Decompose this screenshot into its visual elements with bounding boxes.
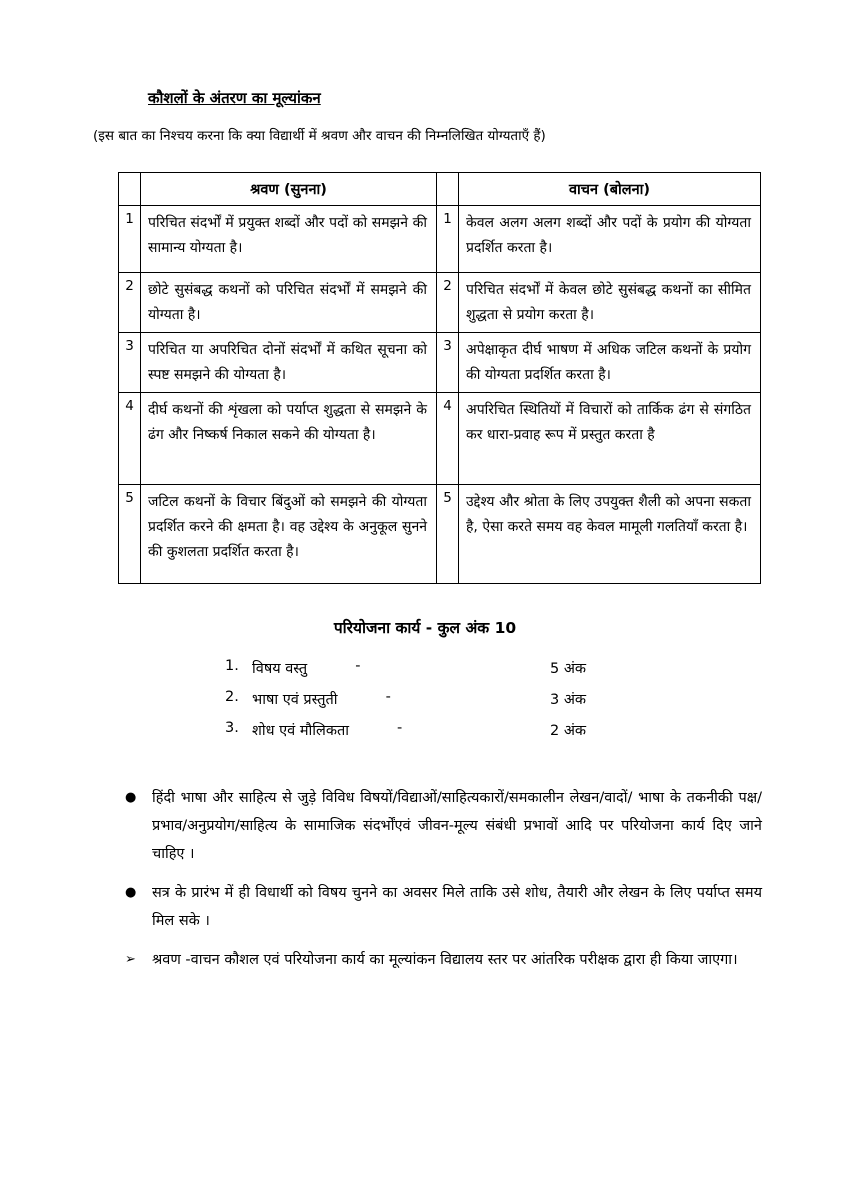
row-number: 4 [437, 393, 459, 485]
table-row [119, 485, 761, 584]
bullet-item [125, 879, 762, 935]
listening-cell: छोटे सुसंबद्ध कथनों को परिचित संदर्भों में समझने की योग्यता है। [141, 273, 437, 333]
row-number: 3 [119, 333, 141, 393]
skills-assessment-table [118, 172, 761, 584]
row-number: 5 [437, 485, 459, 584]
speaking-cell: उद्देश्य और श्रोता के लिए उपयुक्त शैली को अपना सकता है, ऐसा करते समय वह केवल मामूली गलतियाँ करता है। [459, 485, 761, 584]
header-num-cell-right [437, 173, 459, 206]
item-label: विषय वस्तु [252, 661, 308, 677]
row-number: 3 [437, 333, 459, 393]
page-title: कौशलों के अंतरण का मूल्यांकन [148, 89, 321, 107]
item-dash: - [397, 720, 403, 736]
item-dash: - [385, 689, 391, 705]
row-number: 1 [119, 206, 141, 273]
bullet-icon: ● [125, 790, 137, 805]
listening-cell: जटिल कथनों के विचार बिंदुओं को समझने की योग्यता प्रदर्शित करने की क्षमता है। वह उद्देश्य के अनुकूल सुनने की कुशलता प्रदर्शित करता है। [141, 485, 437, 584]
row-number: 2 [437, 273, 459, 333]
listening-cell: परिचित संदर्भों में प्रयुक्त शब्दों और पदों को समझने की सामान्य योग्यता है। [141, 206, 437, 273]
listening-cell: दीर्घ कथनों की शृंखला को पर्याप्त शुद्धता से समझने के ढंग और निष्कर्ष निकाल सकने की योग्यता है। [141, 393, 437, 485]
list-item [225, 658, 645, 678]
bullet-text: हिंदी भाषा और साहित्य से जुड़े विविध विषयों/विद्याओं/साहित्यकारों/समकालीन लेखन/वादों/ भाषा के तकनीकी पक्ष/प्रभाव/अनुप्रयोग/साहित्य के सामाजिक संदर्भोंएवं जीवन-मूल्य संबंधी प्रभावों आदि पर परियोजना कार्य दिए जाने चाहिए । [152, 790, 762, 862]
item-marks: 5 अंक [550, 661, 587, 677]
arrow-bullet-icon: ➢ [125, 952, 136, 967]
item-label: शोध एवं मौलिकता [252, 723, 350, 739]
table-row [119, 206, 761, 273]
column-header-speaking: वाचन (बोलना) [459, 173, 761, 206]
table-row [119, 333, 761, 393]
row-number: 4 [119, 393, 141, 485]
row-number: 1 [437, 206, 459, 273]
item-label: भाषा एवं प्रस्तुती [252, 692, 338, 708]
item-marks: 3 अंक [550, 692, 587, 708]
bullet-item [125, 946, 762, 974]
speaking-cell: केवल अलग अलग शब्दों और पदों के प्रयोग की योग्यता प्रदर्शित करता है। [459, 206, 761, 273]
notes-section [125, 784, 762, 974]
item-number: 2. [225, 689, 239, 705]
project-marks-list [225, 658, 850, 740]
bullet-item [125, 784, 762, 868]
table-header-row [119, 173, 761, 206]
row-number: 2 [119, 273, 141, 333]
header-num-cell-left [119, 173, 141, 206]
speaking-cell: परिचित संदर्भों में केवल छोटे सुसंबद्ध कथनों का सीमित शुद्धता से प्रयोग करता है। [459, 273, 761, 333]
speaking-cell: अपेक्षाकृत दीर्घ भाषण में अधिक जटिल कथनों के प्रयोग की योग्यता प्रदर्शित करता है। [459, 333, 761, 393]
listening-cell: परिचित या अपरिचित दोनों संदर्भों में कथित सूचना को स्पष्ट समझने की योग्यता है। [141, 333, 437, 393]
item-dash: - [355, 658, 361, 674]
table-row [119, 273, 761, 333]
column-header-listening: श्रवण (सुनना) [141, 173, 437, 206]
table-row [119, 393, 761, 485]
item-number: 3. [225, 720, 239, 736]
project-work-heading: परियोजना कार्य - कुल अंक 10 [333, 619, 517, 637]
list-item [225, 720, 645, 740]
bullet-text: सत्र के प्रारंभ में ही विधार्थी को विषय चुनने का अवसर मिले ताकि उसे शोध, तैयारी और लेखन के लिए पर्याप्त समय मिल सके । [152, 885, 762, 929]
item-number: 1. [225, 658, 239, 674]
document-page [0, 88, 850, 974]
bullet-icon: ● [125, 885, 137, 900]
bullet-text: श्रवण -वाचन कौशल एवं परियोजना कार्य का मूल्यांकन विद्यालय स्तर पर आंतरिक परीक्षक द्वारा ही किया जाएगा। [152, 952, 738, 968]
page-subtitle: (इस बात का निश्चय करना कि क्या विद्यार्थी में श्रवण और वाचन की निम्नलिखित योग्यताएँ हैं) [93, 128, 546, 144]
speaking-cell: अपरिचित स्थितियों में विचारों को तार्किक ढंग से संगठित कर धारा-प्रवाह रूप में प्रस्तुत करता है [459, 393, 761, 485]
list-item [225, 689, 645, 709]
item-marks: 2 अंक [550, 723, 587, 739]
row-number: 5 [119, 485, 141, 584]
